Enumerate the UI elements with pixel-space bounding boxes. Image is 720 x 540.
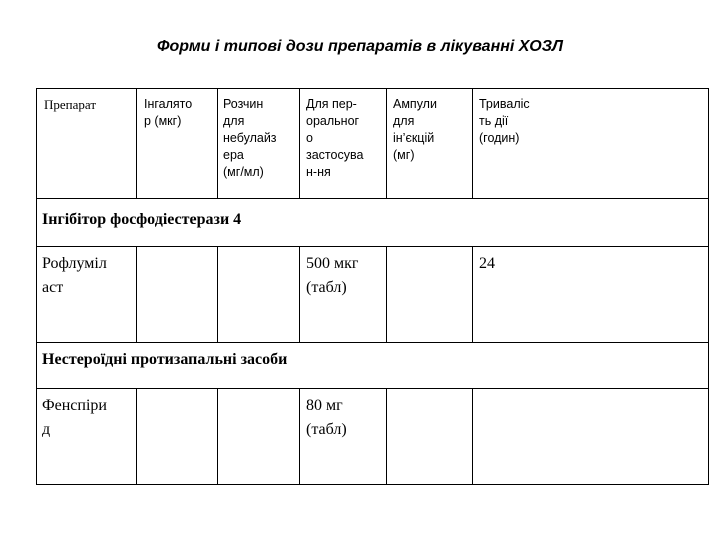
header-ampoules: Ампули для ін’єкцій (мг) (393, 97, 437, 162)
column-divider (472, 388, 473, 484)
header-duration: Триваліс ть дії (годин) (479, 97, 530, 145)
column-divider (217, 388, 218, 484)
drug-name: Фенспіри д (42, 397, 107, 438)
column-divider (386, 246, 387, 342)
group-title: Інгібітор фосфодіестерази 4 (42, 211, 242, 228)
table-border-bottom (36, 484, 709, 485)
column-divider (217, 246, 218, 342)
column-divider (386, 388, 387, 484)
dosage-table (36, 88, 709, 484)
header-nebulizer: Розчин для небулайз ера (мг/мл) (223, 97, 277, 179)
column-divider (299, 88, 300, 198)
column-divider (472, 88, 473, 198)
column-divider (472, 246, 473, 342)
column-divider (299, 246, 300, 342)
duration-value: 24 (479, 255, 495, 272)
page-title: Форми і типові дози препаратів в лікуванні ХОЗЛ (157, 38, 563, 55)
column-divider (136, 88, 137, 198)
group-divider (36, 342, 709, 343)
drug-name: Рофлуміл аст (42, 255, 107, 296)
oral-dose: 500 мкг (табл) (306, 255, 359, 296)
column-divider (217, 88, 218, 198)
column-divider (136, 388, 137, 484)
column-divider (386, 88, 387, 198)
group-title: Нестероїдні протизапальні засоби (42, 351, 288, 368)
table-border-left (36, 88, 37, 485)
header-drug: Препарат (44, 97, 96, 112)
column-divider (136, 246, 137, 342)
header-oral: Для пер- оральног о застосува н-ня (306, 97, 364, 179)
table-border-right (708, 88, 709, 485)
header-divider (36, 198, 709, 199)
oral-dose: 80 мг (табл) (306, 397, 347, 438)
header-inhaler: Інгалято р (мкг) (144, 97, 193, 128)
column-divider (299, 388, 300, 484)
